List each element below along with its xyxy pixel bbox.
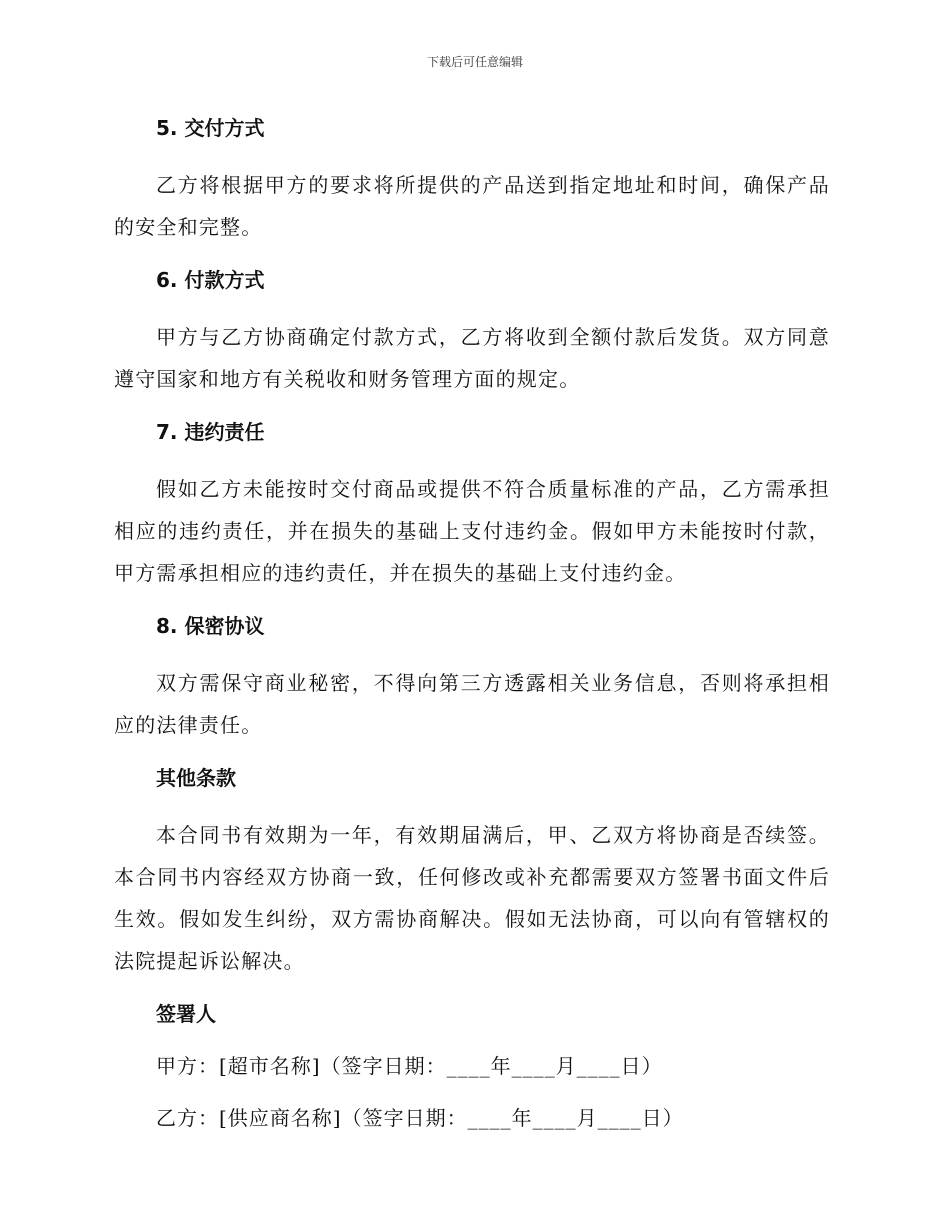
- section-heading-other-terms: 其他条款: [156, 766, 236, 790]
- section-heading-breach: 7. 违约责任: [156, 420, 265, 444]
- section-body-delivery: 乙方将根据甲方的要求将所提供的产品送到指定地址和时间，确保产品的安全和完整。: [114, 173, 830, 239]
- page-header: 下载后可任意编辑: [426, 55, 523, 69]
- section-heading-delivery: 5. 交付方式: [156, 116, 265, 140]
- signature-party-a: 甲方：[超市名称]（签字日期：____年____月____日）: [156, 1054, 663, 1078]
- section-body-breach: 假如乙方未能按时交付商品或提供不符合质量标准的产品，乙方需承担相应的违约责任，并在损失的基础上支付违约金。假如甲方未能按时付款，甲方需承担相应的违约责任，并在损失的基础上支付违约金。: [114, 477, 830, 585]
- signature-party-b: 乙方：[供应商名称]（签字日期：____年____月____日）: [156, 1106, 684, 1130]
- section-heading-confidentiality: 8. 保密协议: [156, 614, 265, 638]
- signatures-heading: 签署人: [156, 1002, 216, 1026]
- section-heading-payment: 6. 付款方式: [156, 268, 265, 292]
- section-body-payment: 甲方与乙方协商确定付款方式，乙方将收到全额付款后发货。双方同意遵守国家和地方有关税收和财务管理方面的规定。: [114, 325, 830, 391]
- section-body-other-terms: 本合同书有效期为一年，有效期届满后，甲、乙双方将协商是否续签。本合同书内容经双方协商一致，任何修改或补充都需要双方签署书面文件后生效。假如发生纠纷，双方需协商解决。假如无法协商，可以向有管辖权的法院提起诉讼解决。: [114, 823, 830, 973]
- section-body-confidentiality: 双方需保守商业秘密，不得向第三方透露相关业务信息，否则将承担相应的法律责任。: [114, 671, 830, 737]
- document-body: [114, 112, 830, 1134]
